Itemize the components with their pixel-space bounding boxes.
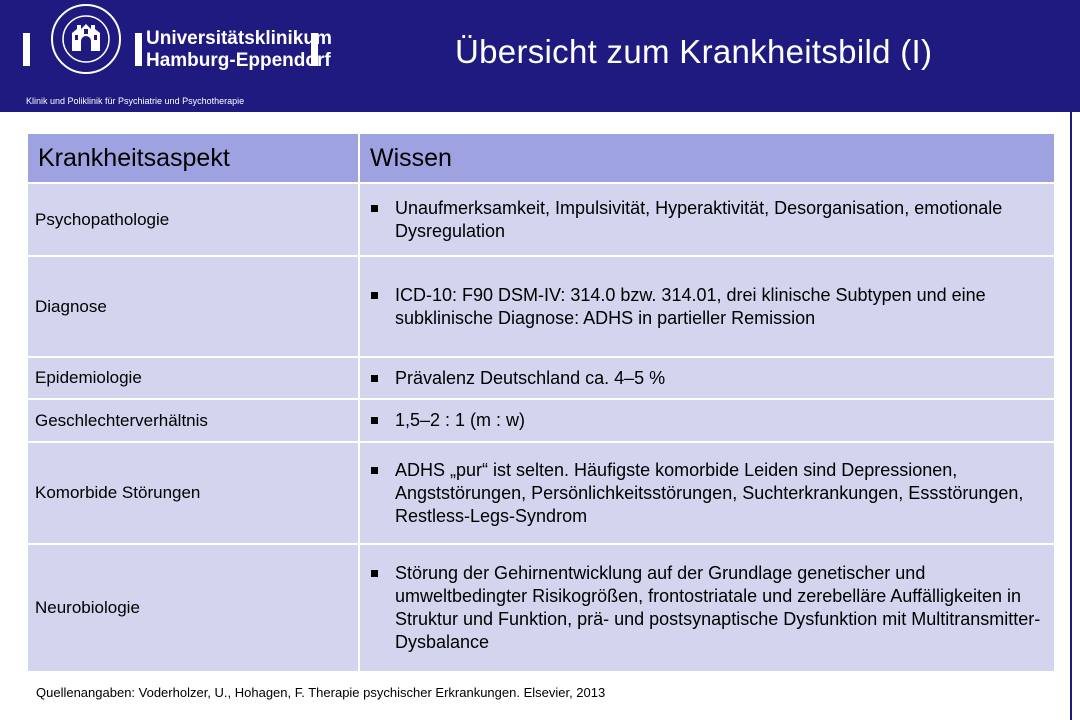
table-row: [27, 357, 1055, 399]
knowledge-bullet: 1,5–2 : 1 (m : w): [367, 409, 1047, 432]
logo-bar-middle: [135, 33, 142, 66]
header-divider: [0, 112, 1080, 113]
table-row: [27, 183, 1055, 256]
university-seal-logo: [50, 3, 122, 75]
knowledge-cell: [359, 357, 1055, 399]
institution-line2: Hamburg-Eppendorf: [146, 50, 331, 71]
knowledge-cell: [359, 544, 1055, 672]
aspect-cell: Neurobiologie: [27, 544, 359, 672]
knowledge-bullet: ICD-10: F90 DSM-IV: 314.0 bzw. 314.01, drei klinische Subtypen und eine subklinische Diagnose: ADHS in partieller Remission: [367, 284, 1047, 330]
knowledge-bullet: Unaufmerksamkeit, Impulsivität, Hyperaktivität, Desorganisation, emotionale Dysregulation: [367, 197, 1047, 243]
department-name: Klinik und Poliklinik für Psychiatrie und Psychotherapie: [26, 96, 245, 106]
source-text: Quellenangaben: Voderholzer, U., Hohagen, F. Therapie psychischer Erkrankungen. Elsevier, 2013: [36, 685, 606, 700]
overview-table: [26, 132, 1056, 673]
table-row: [27, 399, 1055, 442]
header-knowledge: Wissen: [359, 133, 1055, 183]
aspect-cell: Epidemiologie: [27, 357, 359, 399]
institution-line1: Universitätsklinikum: [146, 28, 332, 49]
right-border-line: [1070, 112, 1072, 720]
knowledge-bullet: Prävalenz Deutschland ca. 4–5 %: [367, 367, 1047, 390]
aspect-cell: Geschlechterverhältnis: [27, 399, 359, 442]
aspect-cell: Psychopathologie: [27, 183, 359, 256]
knowledge-cell: [359, 183, 1055, 256]
aspect-cell: Komorbide Störungen: [27, 442, 359, 544]
source-reference: [26, 673, 1070, 710]
slide-title: Übersicht zum Krankheitsbild (I): [455, 33, 933, 70]
knowledge-cell: [359, 442, 1055, 544]
table-row: [27, 256, 1055, 357]
knowledge-bullet: ADHS „pur“ ist selten. Häufigste komorbide Leiden sind Depressionen, Angststörungen, Persönlichkeitsstörungen, Suchterkrankungen, Essstörungen, Restless-Legs-Syndrom: [367, 459, 1047, 528]
table-row: [27, 442, 1055, 544]
knowledge-cell: [359, 256, 1055, 357]
slide-header: [0, 0, 1080, 112]
table-header-row: [27, 133, 1055, 183]
aspect-cell: Diagnose: [27, 256, 359, 357]
institution-name: [146, 28, 332, 72]
table-row: [27, 544, 1055, 672]
logo-bar-left: [23, 33, 30, 66]
knowledge-bullet: Störung der Gehirnentwicklung auf der Grundlage genetischer und umweltbedingter Risikogrößen, frontostriatale und zerebelläre Auffälligkeiten in Struktur und Funktion, prä- und postsynaptische Dysfunktion mit Multitransmitter-Dysbalance: [367, 562, 1047, 654]
knowledge-cell: [359, 399, 1055, 442]
header-aspect: Krankheitsaspekt: [27, 133, 359, 183]
